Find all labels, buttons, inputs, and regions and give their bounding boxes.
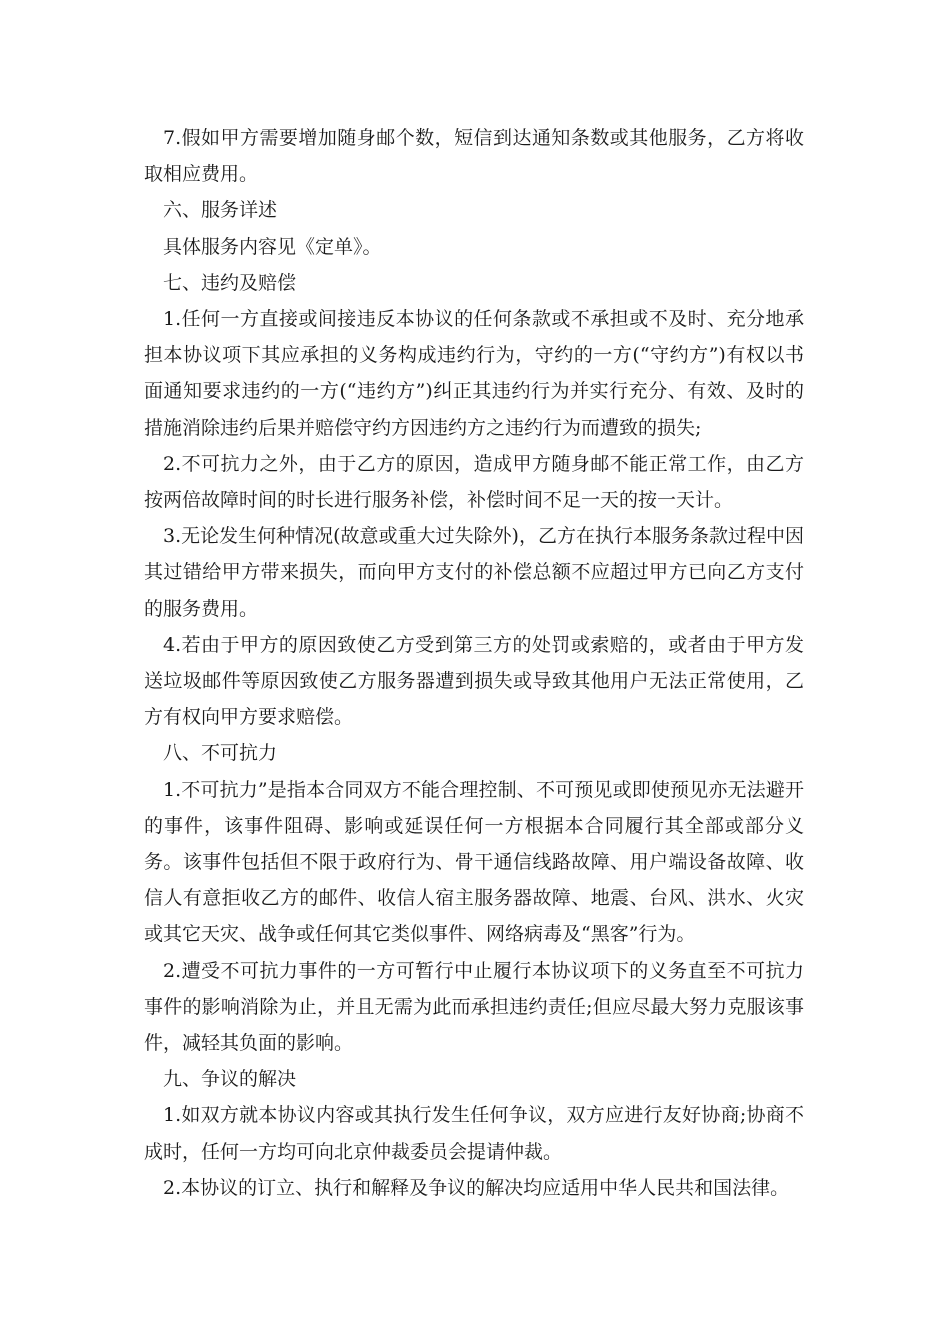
clause-paragraph: 1.如双方就本协议内容或其执行发生任何争议，双方应进行友好协商;协商不成时，任何一方均可向北京仲裁委员会提请仲裁。 [144, 1104, 804, 1163]
clause-paragraph: 2.遭受不可抗力事件的一方可暂行中止履行本协议项下的义务直至不可抗力事件的影响消除为止，并且无需为此而承担违约责任;但应尽最大努力克服该事件，减轻其负面的影响。 [144, 959, 804, 1055]
clause-paragraph: 1.任何一方直接或间接违反本协议的任何条款或不承担或不及时、充分地承担本协议项下其应承担的义务构成违约行为，守约的一方(“守约方”)有权以书面通知要求违约的一方(“违约方”)纠正其违约行为并实行充分、有效、及时的措施消除违约后果并赔偿守约方因违约方之违约行为而遭致的损失; [144, 308, 804, 439]
section-heading: 七、违约及赔偿 [163, 271, 297, 294]
section-heading: 六、服务详述 [163, 199, 278, 222]
section-heading: 九、争议的解决 [163, 1068, 297, 1091]
section-heading: 八、不可抗力 [163, 742, 278, 765]
clause-paragraph: 2.本协议的订立、执行和解释及争议的解决均应适用中华人民共和国法律。 [163, 1176, 790, 1199]
body-paragraph: 具体服务内容见《定单》。 [163, 235, 382, 258]
clause-paragraph: 2.不可抗力之外，由于乙方的原因，造成甲方随身邮不能正常工作，由乙方按两倍故障时间的时长进行服务补偿，补偿时间不足一天的按一天计。 [144, 452, 804, 512]
clause-paragraph: 1.不可抗力”是指本合同双方不能合理控制、不可预见或即使预见亦无法避开的事件，该事件阻碍、影响或延误任何一方根据本合同履行其全部或部分义务。该事件包括但不限于政府行为、骨干通信线路故障、用户端设备故障、收信人有意拒收乙方的邮件、收信人宿主服务器故障、地震、台风、洪水、火灾或其它天灾、战争或任何其它类似事件、网络病毒及“黑客”行为。 [144, 778, 804, 946]
clause-paragraph: 4.若由于甲方的原因致使乙方受到第三方的处罚或索赔的，或者由于甲方发送垃圾邮件等原因致使乙方服务器遭到损失或导致其他用户无法正常使用，乙方有权向甲方要求赔偿。 [144, 633, 804, 729]
document-body [144, 120, 804, 1206]
clause-paragraph: 3.无论发生何种情况(故意或重大过失除外)，乙方在执行本服务条款过程中因其过错给甲方带来损失，而向甲方支付的补偿总额不应超过甲方已向乙方支付的服务费用。 [144, 525, 804, 620]
clause-paragraph: 7.假如甲方需要增加随身邮个数，短信到达通知条数或其他服务，乙方将收取相应费用。 [144, 127, 804, 186]
